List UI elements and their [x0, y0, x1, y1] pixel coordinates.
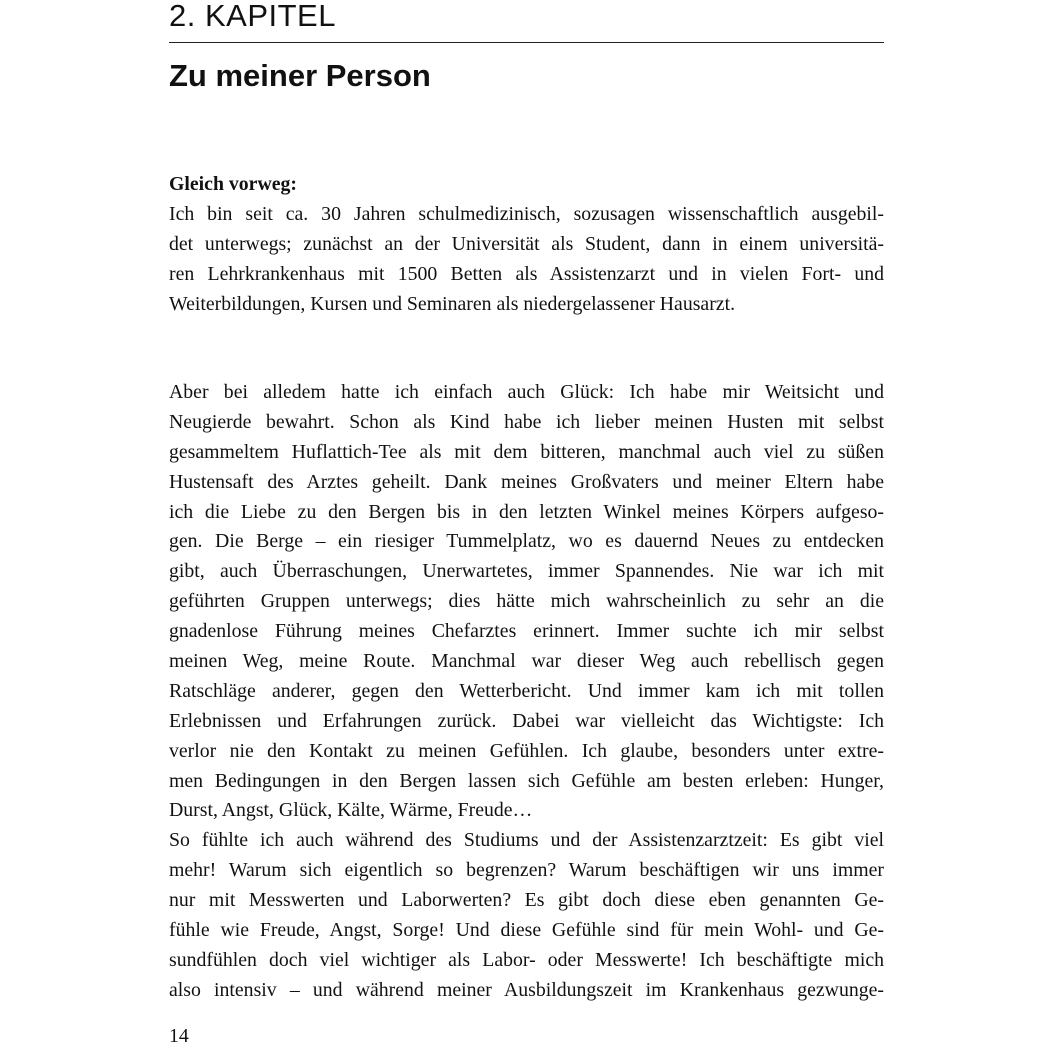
chapter-title: Zu meiner Person: [169, 58, 431, 93]
body-line: Neugierde bewahrt. Schon als Kind habe ich lieber meinen Husten mit selbst: [169, 410, 884, 433]
intro-line: det unterwegs; zunächst an der Universität als Student, dann in einem universitä-: [169, 232, 884, 255]
body-line: gesammeltem Huflattich-Tee als mit dem bitteren, manchmal auch viel zu süßen: [169, 440, 884, 463]
body-line: ich die Liebe zu den Bergen bis in den letzten Winkel meines Körpers aufgeso-: [169, 500, 884, 523]
body-section: [169, 378, 884, 1006]
body-line: Aber bei alledem hatte ich einfach auch Glück: Ich habe mir Weitsicht und: [169, 381, 884, 403]
body-line: meinen Weg, meine Route. Manchmal war dieser Weg auch rebellisch gegen: [169, 650, 884, 673]
body-line: gibt, auch Überraschungen, Unerwartetes, immer Spannendes. Nie war ich mit: [169, 560, 884, 583]
body-line: verlor nie den Kontakt zu meinen Gefühlen. Ich glaube, besonders unter extre-: [169, 739, 884, 762]
body-line: men Bedingungen in den Bergen lassen sich Gefühle am besten erleben: Hunger,: [169, 769, 884, 792]
intro-line: Weiterbildungen, Kursen und Seminaren als niedergelassener Hausarzt.: [169, 292, 736, 315]
body-line: sundfühlen doch viel wichtiger als Labor- oder Messwerte! Ich beschäftigte mich: [169, 948, 884, 971]
body-line: Erlebnissen und Erfahrungen zurück. Dabei war vielleicht das Wichtigste: Ich: [169, 709, 884, 732]
intro-section: [169, 170, 884, 319]
body-line: Ratschläge anderer, gegen den Wetterbericht. Und immer kam ich mit tollen: [169, 679, 884, 702]
body-line: gen. Die Berge – ein riesiger Tummelplatz, wo es dauernd Neues zu entdecken: [169, 530, 884, 553]
chapter-rule: [169, 42, 884, 43]
page-number: 14: [169, 1025, 189, 1047]
body-line: Durst, Angst, Glück, Kälte, Wärme, Freude…: [169, 799, 533, 822]
intro-line: Ich bin seit ca. 30 Jahren schulmedizinisch, sozusagen wissenschaftlich ausgebil-: [169, 202, 884, 225]
intro-line: ren Lehrkrankenhaus mit 1500 Betten als Assistenzarzt und in vielen Fort- und: [169, 262, 884, 285]
body-line: Hustensaft des Arztes geheilt. Dank meines Großvaters und meiner Eltern habe: [169, 470, 884, 493]
body-line: geführten Gruppen unterwegs; dies hätte mich wahrscheinlich zu sehr an die: [169, 590, 884, 613]
body-line: mehr! Warum sich eigentlich so begrenzen? Warum beschäftigen wir uns immer: [169, 859, 884, 882]
body-line: gnadenlose Führung meines Chefarztes erinnert. Immer suchte ich mir selbst: [169, 620, 884, 643]
chapter-label: 2. KAPITEL: [169, 0, 336, 33]
body-line: So fühlte ich auch während des Studiums und der Assistenzarztzeit: Es gibt viel: [169, 829, 884, 852]
intro-heading: Gleich vorweg:: [169, 173, 297, 195]
body-line: fühle wie Freude, Angst, Sorge! Und diese Gefühle sind für mein Wohl- und Ge-: [169, 919, 884, 942]
body-line: also intensiv – und während meiner Ausbildungszeit im Krankenhaus gezwunge-: [169, 978, 884, 1001]
body-line: nur mit Messwerten und Laborwerten? Es gibt doch diese eben genannten Ge-: [169, 889, 884, 912]
